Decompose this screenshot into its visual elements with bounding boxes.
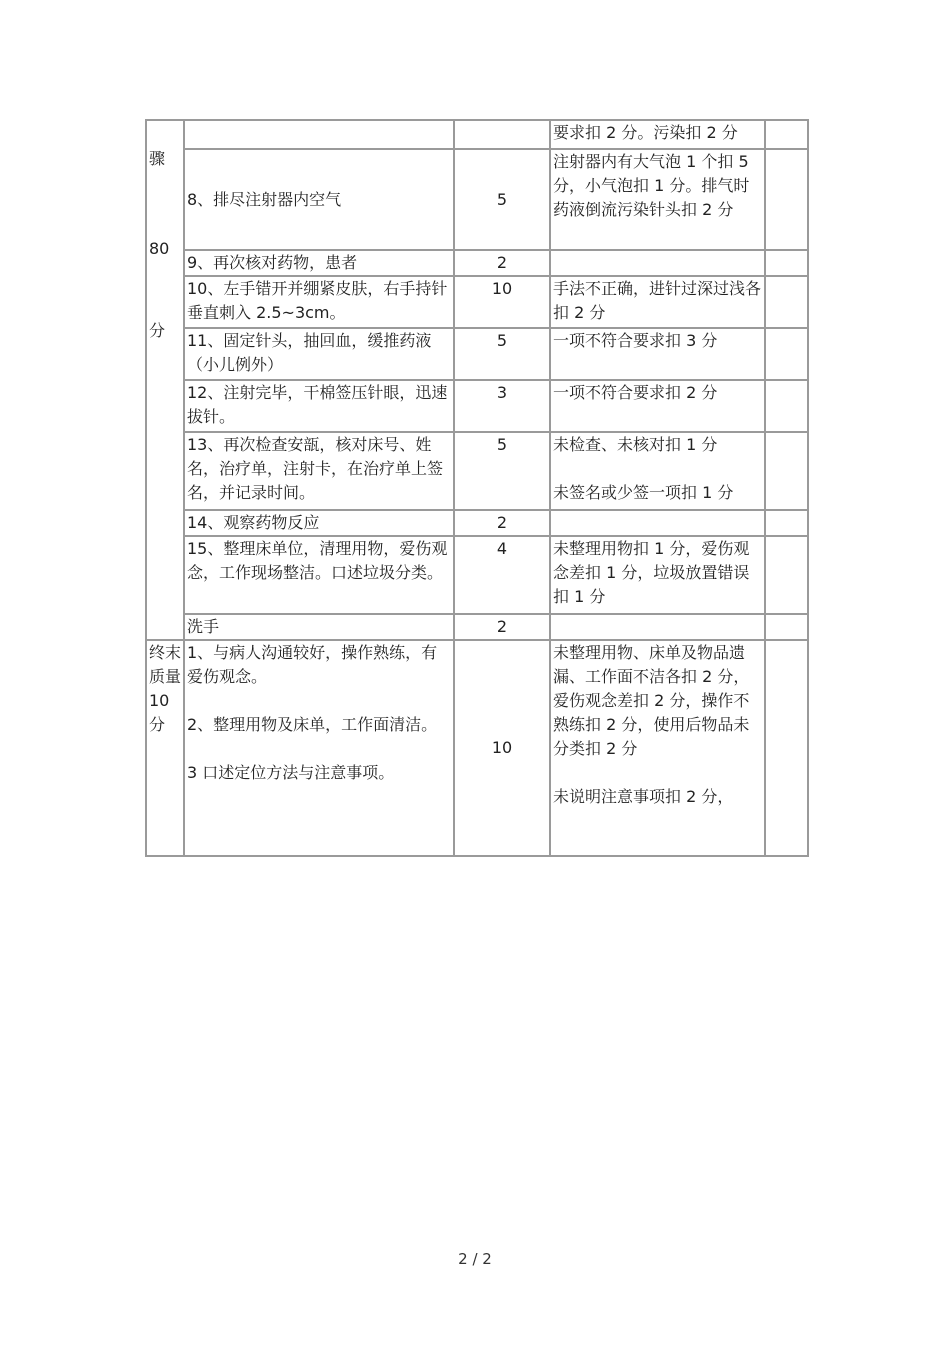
item-cell: 12、注射完毕，干棉签压针眼，迅速拔针。 bbox=[184, 380, 454, 432]
category-label: 质量 bbox=[149, 667, 182, 686]
table-row bbox=[146, 510, 808, 536]
item-cell: 10、左手错开并绷紧皮肤，右手持针垂直刺入 2.5~3cm。 bbox=[184, 276, 454, 328]
category-label: 分 bbox=[149, 321, 166, 340]
deduction-cell bbox=[550, 640, 765, 856]
remark-cell bbox=[765, 536, 808, 614]
table-row bbox=[146, 276, 808, 328]
table-row bbox=[146, 250, 808, 276]
deduction-cell bbox=[550, 432, 765, 510]
item-line: 3 口述定位方法与注意事项。 bbox=[187, 763, 395, 782]
score-cell: 5 bbox=[454, 432, 550, 510]
remark-cell bbox=[765, 510, 808, 536]
remark-cell bbox=[765, 640, 808, 856]
category-label: 80 bbox=[149, 239, 170, 258]
deduction-cell bbox=[550, 250, 765, 276]
remark-cell bbox=[765, 432, 808, 510]
category-cell-steps bbox=[146, 120, 184, 640]
score-cell: 5 bbox=[454, 149, 550, 250]
category-label: 终末 bbox=[149, 643, 182, 662]
score-cell: 10 bbox=[454, 276, 550, 328]
deduction-line: 未签名或少签一项扣 1 分 bbox=[553, 483, 734, 502]
table-row bbox=[146, 640, 808, 856]
item-cell: 洗手 bbox=[184, 614, 454, 640]
deduction-line: 未说明注意事项扣 2 分， bbox=[553, 787, 734, 806]
score-cell: 2 bbox=[454, 250, 550, 276]
score-cell: 10 bbox=[454, 640, 550, 856]
deduction-line: 未整理用物、床单及物品遗漏、工作面不洁各扣 2 分，爱伤观念差扣 2 分，操作不熟练扣 2 分，使用后物品未分类扣 2 分 bbox=[553, 643, 750, 758]
item-cell: 11、固定针头，抽回血，缓推药液（小儿例外） bbox=[184, 328, 454, 380]
remark-cell bbox=[765, 149, 808, 250]
score-cell: 2 bbox=[454, 510, 550, 536]
deduction-cell: 手法不正确，进针过深过浅各扣 2 分 bbox=[550, 276, 765, 328]
item-line: 2、整理用物及床单，工作面清洁。 bbox=[187, 715, 438, 734]
remark-cell bbox=[765, 614, 808, 640]
score-cell: 5 bbox=[454, 328, 550, 380]
deduction-cell: 一项不符合要求扣 2 分 bbox=[550, 380, 765, 432]
category-label: 骤 bbox=[149, 149, 166, 168]
item-cell: 8、排尽注射器内空气 bbox=[184, 149, 454, 250]
table-row bbox=[146, 120, 808, 149]
table-row bbox=[146, 328, 808, 380]
item-cell: 13、再次检查安瓿，核对床号、姓名，治疗单，注射卡，在治疗单上签名，并记录时间。 bbox=[184, 432, 454, 510]
score-cell: 2 bbox=[454, 614, 550, 640]
item-cell: 15、整理床单位，清理用物，爱伤观念，工作现场整洁。口述垃圾分类。 bbox=[184, 536, 454, 614]
item-cell: 9、再次核对药物，患者 bbox=[184, 250, 454, 276]
page-number: 2 / 2 bbox=[458, 1250, 492, 1268]
category-label: 10 bbox=[149, 691, 170, 710]
deduction-cell bbox=[550, 510, 765, 536]
remark-cell bbox=[765, 328, 808, 380]
remark-cell bbox=[765, 276, 808, 328]
table-row bbox=[146, 149, 808, 250]
deduction-cell: 注射器内有大气泡 1 个扣 5 分，小气泡扣 1 分。排气时药液倒流污染针头扣 2 分 bbox=[550, 149, 765, 250]
remark-cell bbox=[765, 250, 808, 276]
deduction-cell: 未整理用物扣 1 分，爱伤观念差扣 1 分，垃圾放置错误扣 1 分 bbox=[550, 536, 765, 614]
score-cell: 3 bbox=[454, 380, 550, 432]
deduction-line: 未检查、未核对扣 1 分 bbox=[553, 435, 718, 454]
item-cell bbox=[184, 120, 454, 149]
deduction-cell bbox=[550, 614, 765, 640]
scoring-table bbox=[145, 119, 809, 857]
remark-cell bbox=[765, 120, 808, 149]
item-line: 1、与病人沟通较好，操作熟练，有爱伤观念。 bbox=[187, 643, 438, 686]
deduction-cell: 一项不符合要求扣 3 分 bbox=[550, 328, 765, 380]
score-cell bbox=[454, 120, 550, 149]
table-row bbox=[146, 380, 808, 432]
item-cell bbox=[184, 640, 454, 856]
remark-cell bbox=[765, 380, 808, 432]
table-row bbox=[146, 432, 808, 510]
category-cell-final bbox=[146, 640, 184, 856]
item-cell: 14、观察药物反应 bbox=[184, 510, 454, 536]
category-label: 分 bbox=[149, 715, 166, 734]
score-cell: 4 bbox=[454, 536, 550, 614]
table-row bbox=[146, 536, 808, 614]
table-row bbox=[146, 614, 808, 640]
deduction-cell: 要求扣 2 分。污染扣 2 分 bbox=[550, 120, 765, 149]
